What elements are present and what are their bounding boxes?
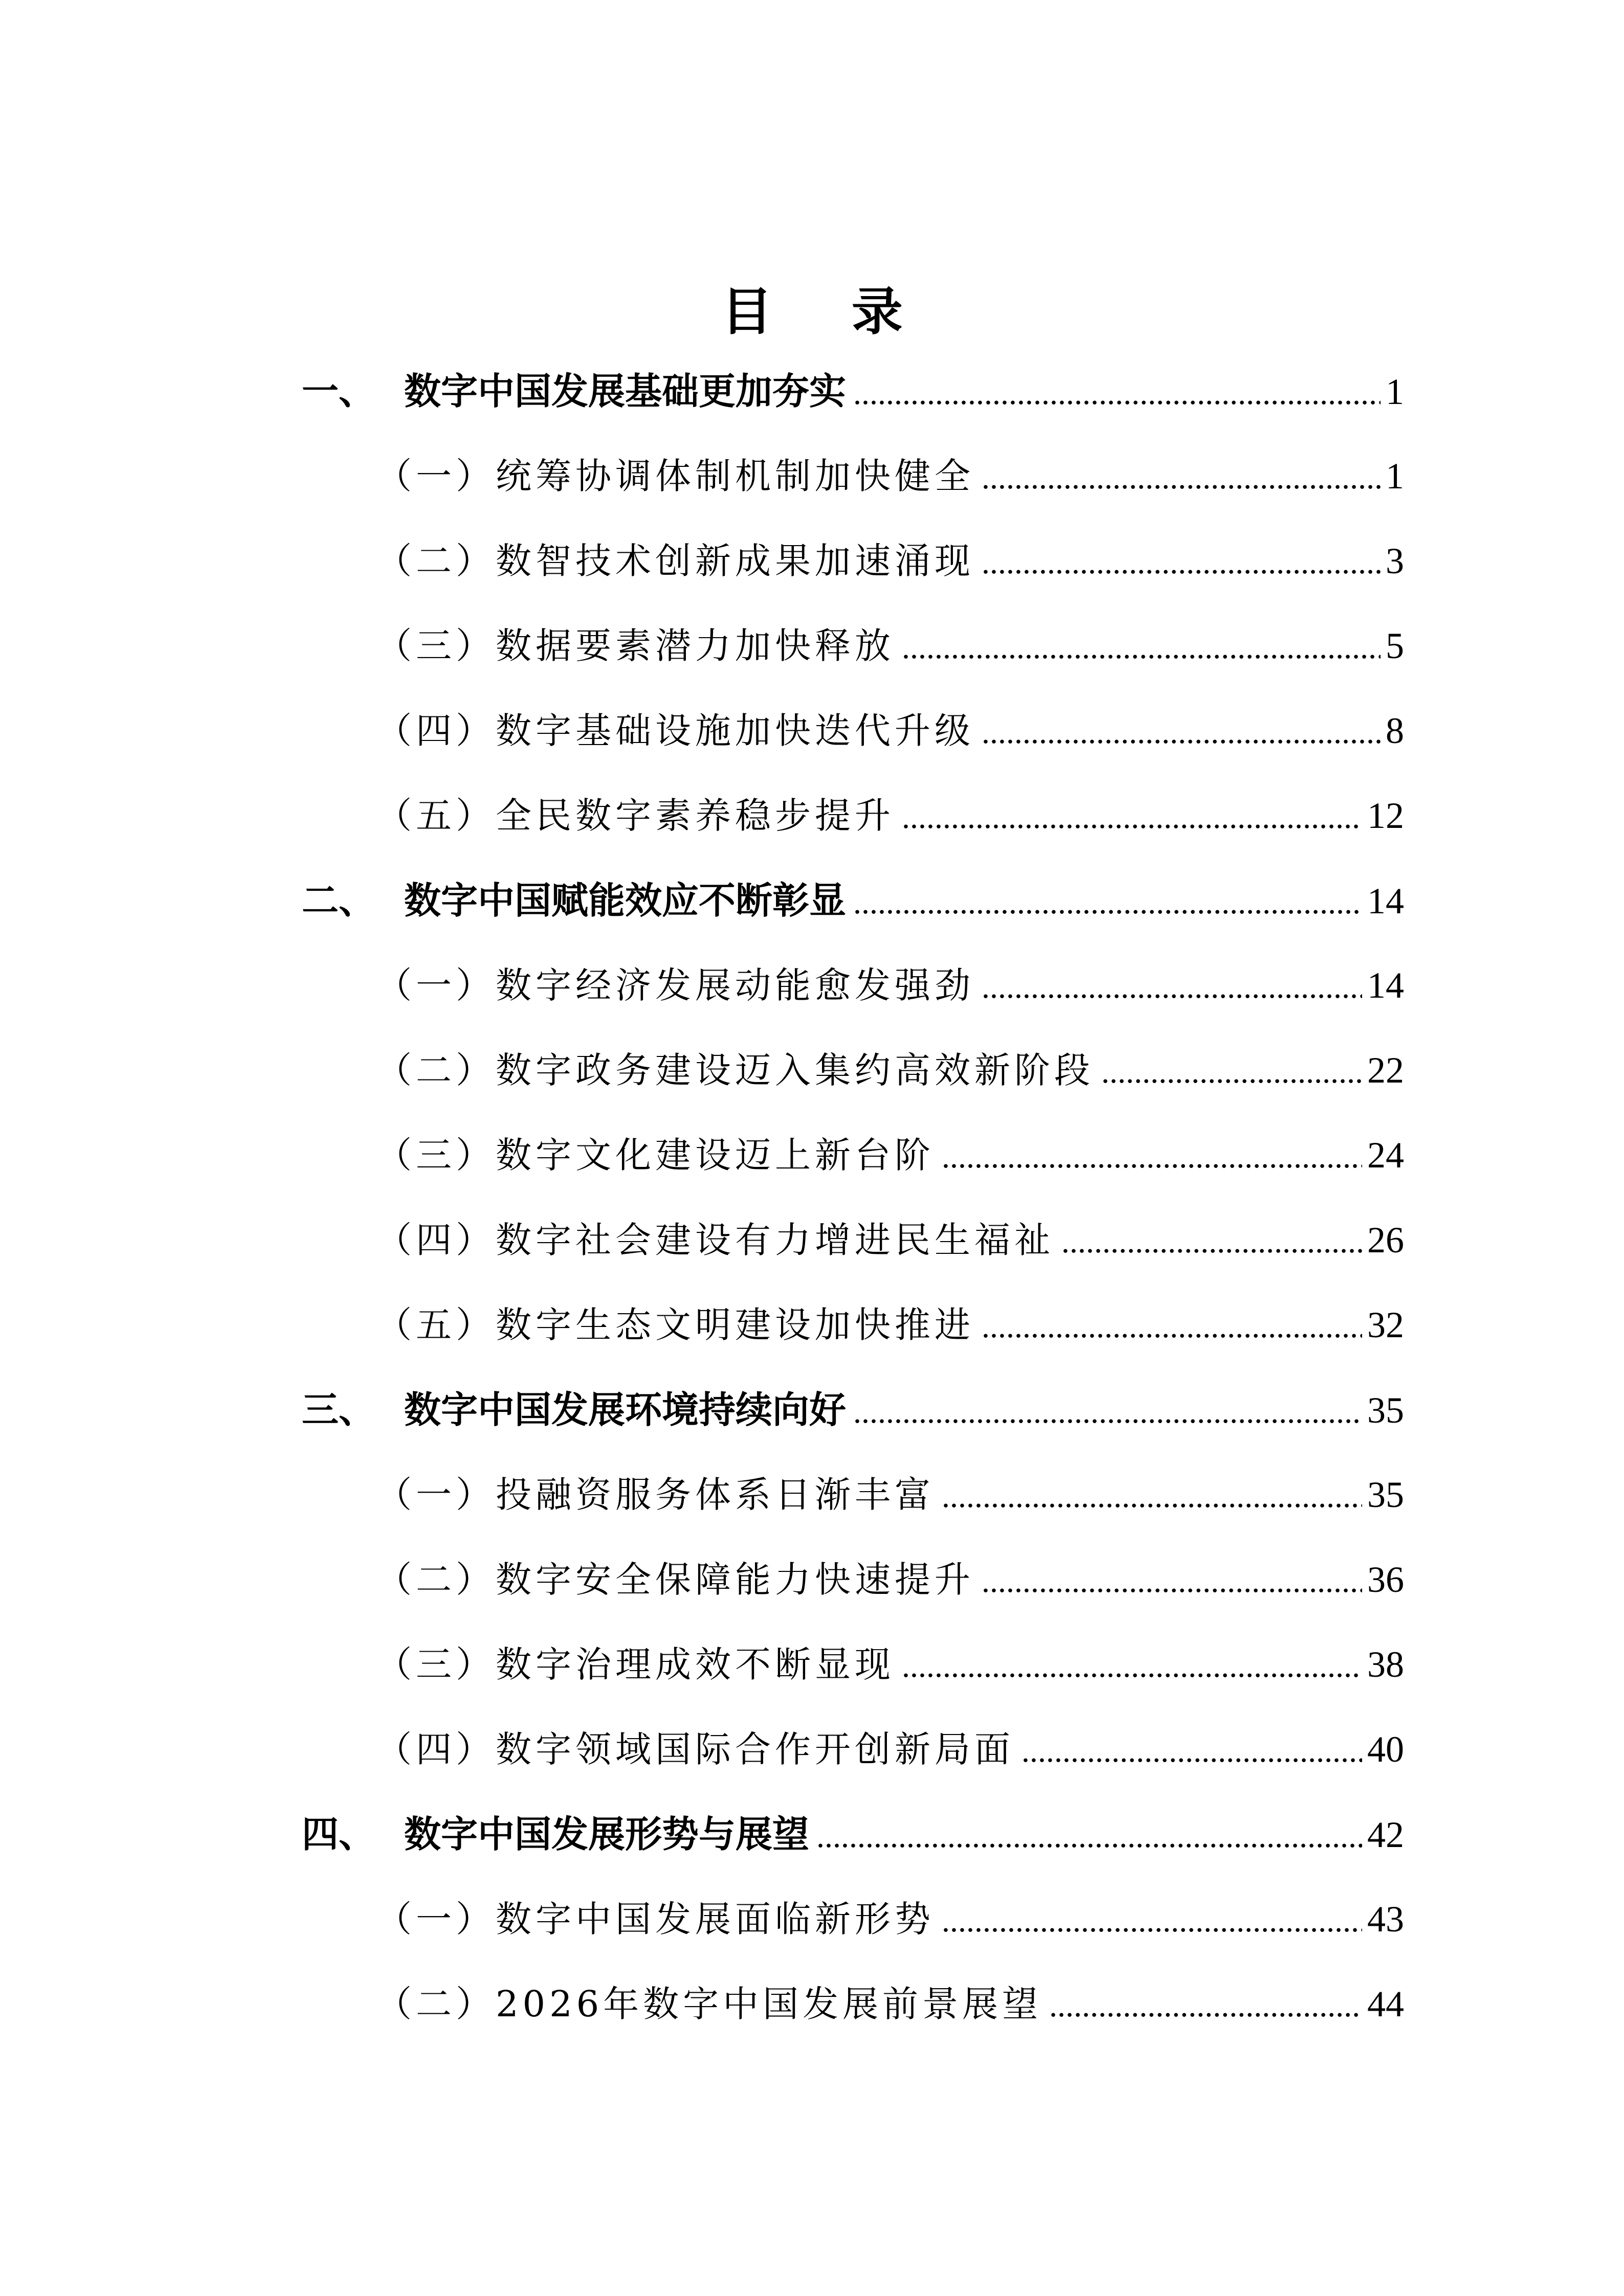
toc-entry[interactable] (376, 790, 1404, 841)
toc-entry[interactable] (376, 620, 1404, 671)
toc-entry-title: （三）数字文化建设迈上新台阶 (376, 1134, 935, 1176)
toc-leader-dots (1061, 1216, 1362, 1267)
toc-leader-dots (902, 792, 1362, 843)
toc-entry[interactable] (376, 1045, 1404, 1096)
toc-entry[interactable] (376, 1299, 1404, 1350)
toc-entry-page: 14 (1367, 965, 1404, 1006)
toc-entry-page: 40 (1367, 1729, 1404, 1770)
toc-entry-number: 一、 (302, 370, 376, 413)
toc-entry-title: 数字中国发展形势与展望 (404, 1813, 810, 1856)
toc-entry-page: 32 (1367, 1304, 1404, 1345)
toc-entry-title: （三）数字治理成效不断显现 (376, 1644, 895, 1685)
toc-entry[interactable] (376, 1639, 1404, 1690)
toc-entry-title: （四）数字社会建设有力增进民生福祉 (376, 1219, 1054, 1261)
toc-entry-title: 数字中国发展环境持续向好 (404, 1388, 847, 1431)
toc-entry-page: 24 (1367, 1135, 1404, 1176)
toc-entry[interactable] (376, 1214, 1404, 1266)
toc-entry[interactable] (376, 1130, 1404, 1181)
toc-entry[interactable] (376, 1724, 1404, 1775)
toc-entry-page: 1 (1386, 456, 1404, 497)
toc-entry[interactable] (376, 705, 1404, 756)
toc-entry-number: 四、 (302, 1813, 376, 1856)
toc-entry-page: 12 (1367, 795, 1404, 836)
toc-entry[interactable] (376, 1469, 1404, 1520)
toc-entry-page: 1 (1386, 371, 1404, 412)
toc-entry-title: （二）2026年数字中国发展前景展望 (376, 1983, 1042, 2025)
toc-entry-title: （一）投融资服务体系日渐丰富 (376, 1474, 935, 1516)
toc-leader-dots (982, 961, 1362, 1012)
toc-leader-dots (942, 1471, 1362, 1522)
toc-entry-title: （四）数字基础设施加快迭代升级 (376, 710, 974, 752)
toc-leader-dots (1021, 1725, 1362, 1776)
toc-entry-number: 三、 (302, 1388, 376, 1431)
toc-entry-page: 22 (1367, 1050, 1404, 1091)
toc-entry[interactable] (376, 1554, 1404, 1605)
toc-leader-dots (982, 1556, 1362, 1607)
toc-entry-page: 43 (1367, 1899, 1404, 1940)
toc-entry-page: 35 (1367, 1474, 1404, 1515)
toc-leader-dots (982, 707, 1381, 758)
toc-leader-dots (853, 1386, 1362, 1437)
toc-entry[interactable] (376, 1894, 1404, 1945)
toc-entry-title: 数字中国赋能效应不断彰显 (404, 879, 847, 922)
toc-entry-number: 二、 (302, 879, 376, 922)
toc-entry[interactable] (376, 535, 1404, 587)
toc-entry-title: （一）统筹协调体制机制加快健全 (376, 455, 974, 497)
toc-entry-page: 36 (1367, 1559, 1404, 1600)
toc-leader-dots (982, 1301, 1362, 1352)
toc-leader-dots (1101, 1046, 1362, 1097)
toc-entry-page: 44 (1367, 1984, 1404, 2024)
toc-entry-page: 3 (1386, 541, 1404, 581)
toc-entry-title: （二）数字政务建设迈入集约高效新阶段 (376, 1049, 1094, 1091)
toc-entry-page: 35 (1367, 1390, 1404, 1431)
toc-entry[interactable] (302, 366, 1404, 417)
toc-leader-dots (942, 1895, 1362, 1946)
toc-entry-title: （一）数字经济发展动能愈发强劲 (376, 964, 974, 1006)
toc-leader-dots (816, 1811, 1362, 1862)
toc-entry-page: 14 (1367, 881, 1404, 921)
toc-leader-dots (902, 1640, 1362, 1692)
toc-entry[interactable] (376, 451, 1404, 502)
toc-entry-page: 38 (1367, 1644, 1404, 1685)
toc-leader-dots (982, 537, 1381, 588)
toc-entry-page: 8 (1386, 710, 1404, 751)
toc-leader-dots (853, 877, 1362, 928)
toc-entry[interactable] (302, 1809, 1404, 1860)
toc-leader-dots (982, 452, 1381, 503)
toc-leader-dots (902, 622, 1381, 673)
toc-entry-title: 数字中国发展基础更加夯实 (404, 370, 847, 413)
toc-entry[interactable] (376, 1978, 1404, 2030)
toc-entry[interactable] (302, 1384, 1404, 1435)
toc-entry-page: 42 (1367, 1814, 1404, 1855)
toc-title: 目 录 (721, 282, 933, 342)
toc-leader-dots (942, 1131, 1362, 1182)
toc-entry-page: 26 (1367, 1220, 1404, 1260)
toc-entry-title: （二）数智技术创新成果加速涌现 (376, 540, 974, 582)
toc-entry[interactable] (302, 875, 1404, 926)
toc-entry-title: （一）数字中国发展面临新形势 (376, 1898, 935, 1940)
toc-entry-page: 5 (1386, 625, 1404, 666)
toc-leader-dots (1049, 1980, 1362, 2031)
toc-entry-title: （五）数字生态文明建设加快推进 (376, 1304, 974, 1346)
toc-entry[interactable] (376, 960, 1404, 1011)
toc-entry-title: （二）数字安全保障能力快速提升 (376, 1559, 974, 1601)
toc-entry-title: （五）全民数字素养稳步提升 (376, 795, 895, 837)
toc-entry-title: （三）数据要素潜力加快释放 (376, 625, 895, 667)
toc-entry-title: （四）数字领域国际合作开创新局面 (376, 1728, 1014, 1770)
toc-leader-dots (853, 368, 1381, 419)
